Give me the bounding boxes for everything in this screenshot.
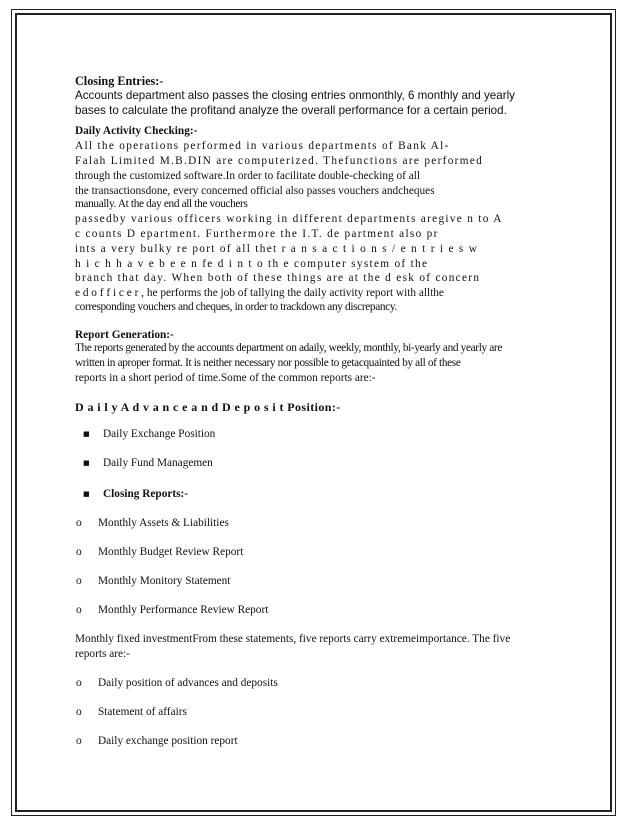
list-item: Monthly Assets & Liabilities (98, 517, 229, 529)
circle-bullet-icon: o (76, 735, 82, 747)
list-item: Daily Fund Managemen (103, 457, 213, 469)
position-heading: D a i l y A d v a n c e a n d D e p o s i t Position:- (75, 400, 341, 414)
five-reports-line: Monthly fixed investmentFrom these statements, five reports carry extremeimportance. The five (75, 633, 511, 645)
daily-activity-line: e d o f f i c e r , he performs the job of tallying the daily activity report with allthe (75, 287, 444, 299)
report-generation-line: written in aproper format. It is neither necessary nor possible to getacquainted by all of these (75, 357, 461, 369)
square-bullet-icon: ■ (83, 490, 90, 498)
circle-bullet-icon: o (76, 677, 82, 689)
circle-bullet-icon: o (76, 517, 82, 529)
closing-entries-line: Accounts department also passes the closing entries onmonthly, 6 monthly and yearly (75, 89, 515, 102)
square-bullet-icon: ■ (83, 430, 90, 438)
daily-activity-line: the transactionsdone, every concerned official also passes vouchers andcheques (75, 185, 435, 197)
list-item: Statement of affairs (98, 706, 187, 718)
daily-activity-line: c counts D epartment. Furthermore the I.T. de partment also pr (75, 228, 439, 240)
circle-bullet-icon: o (76, 604, 82, 616)
daily-activity-line: through the customized software.In order to facilitate double-checking of all (75, 170, 421, 182)
report-generation-heading: Report Generation:- (75, 329, 174, 341)
daily-activity-line: manually. At the day end all the vouchers (75, 198, 248, 210)
closing-entries-line: bases to calculate the profitand analyze the overall performance for a certain period. (75, 104, 507, 117)
daily-activity-line: All the operations performed in various departments of Bank Al- (75, 140, 450, 152)
daily-activity-line: h i c h h a v e b e e n fe d i n t o th e computer system of the (75, 258, 429, 270)
daily-activity-line: branch that day. When both of these things are at the d esk of concern (75, 272, 481, 284)
list-item: Daily position of advances and deposits (98, 677, 278, 689)
daily-activity-line: ints a very bulky re port of all thet r a n s a c t i o n s / e n t r i e s w (75, 243, 479, 255)
closing-reports-label: Closing Reports:- (103, 488, 189, 500)
daily-activity-line: Falah Limited M.B.DIN are computerized. Thefunctions are performed (75, 155, 484, 167)
closing-entries-heading: Closing Entries:- (75, 74, 164, 88)
circle-bullet-icon: o (76, 706, 82, 718)
list-item: Monthly Monitory Statement (98, 575, 231, 587)
report-generation-line: reports in a short period of time.Some of the common reports are:- (75, 372, 376, 384)
list-item: Monthly Performance Review Report (98, 604, 269, 616)
list-item: Daily exchange position report (98, 735, 238, 747)
report-generation-line: The reports generated by the accounts department on adaily, weekly, monthly, bi-yearly and yearly are (75, 342, 503, 354)
daily-activity-line: passedby various officers working in different departments aregive n to A (75, 213, 503, 225)
circle-bullet-icon: o (76, 546, 82, 558)
daily-activity-heading: Daily Activity Checking:- (75, 125, 198, 137)
daily-activity-line: corresponding vouchers and cheques, in order to trackdown any discrepancy. (75, 301, 397, 313)
list-item: Monthly Budget Review Report (98, 546, 244, 558)
five-reports-line: reports are:- (75, 648, 130, 660)
circle-bullet-icon: o (76, 575, 82, 587)
list-item: Daily Exchange Position (103, 428, 216, 440)
square-bullet-icon: ■ (83, 459, 90, 467)
